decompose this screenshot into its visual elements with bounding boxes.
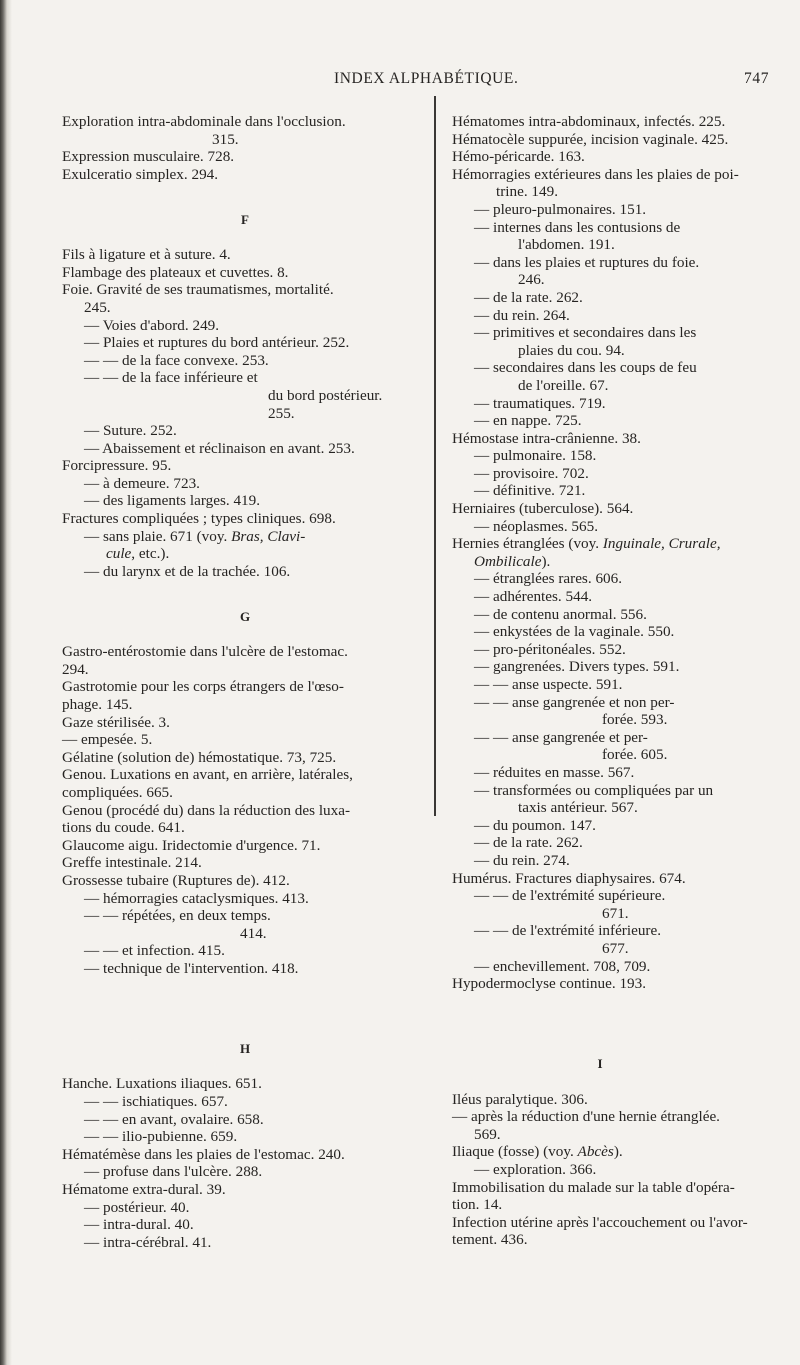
index-entry: — — répétées, en deux temps.: [84, 907, 271, 925]
index-entry: Genou. Luxations en avant, en arrière, latérales,: [62, 766, 353, 784]
index-entry: — pro-péritonéales. 552.: [474, 640, 626, 658]
index-entry: Gaze stérilisée. 3.: [62, 713, 170, 731]
index-entry: — provisoire. 702.: [474, 464, 589, 482]
index-entry: 246.: [518, 271, 545, 289]
index-entry: — exploration. 366.: [474, 1161, 597, 1179]
spacer: [452, 1073, 748, 1091]
index-entry: — à demeure. 723.: [84, 474, 200, 492]
spacer: [62, 1013, 428, 1031]
index-entry: Hématémèse dans les plaies de l'estomac. 240.: [62, 1145, 345, 1163]
index-entry: — — de l'extrémité inférieure.: [474, 922, 662, 940]
index-entry: Flambage des plateaux et cuvettes. 8.: [62, 263, 289, 281]
index-entry: tement. 436.: [452, 1231, 528, 1249]
index-entry: — traumatiques. 719.: [474, 394, 606, 412]
index-entry: — — en avant, ovalaire. 658.: [84, 1110, 264, 1128]
index-entry: Hémostase intra-crânienne. 38.: [452, 429, 641, 447]
index-entry: forée. 593.: [602, 711, 668, 729]
index-entry: — empesée. 5.: [62, 731, 153, 749]
index-entry: — adhérentes. 544.: [474, 588, 593, 606]
section-letter: G: [239, 609, 251, 625]
index-entry: 677.: [602, 939, 629, 957]
index-entry: 255.: [268, 404, 295, 422]
running-header: [0, 70, 800, 92]
spacer: [62, 995, 428, 1013]
index-entry: forée. 605.: [602, 746, 668, 764]
index-entry: 569.: [474, 1125, 501, 1143]
index-entry: Exploration intra-abdominale dans l'occlusion.: [62, 113, 346, 130]
book-spine-edge: [0, 0, 12, 1365]
index-entry: tions du coude. 641.: [62, 819, 185, 837]
spacer: [62, 626, 428, 644]
index-entry: — transformées ou compliquées par un: [474, 781, 714, 799]
index-entry: — — de l'extrémité supérieure.: [474, 887, 666, 905]
index-entry: Hématome extra-dural. 39.: [62, 1181, 226, 1199]
index-entry: — du rein. 274.: [474, 851, 570, 869]
index-entry: — du larynx et de la trachée. 106.: [84, 562, 291, 580]
index-entry: Grossesse tubaire (Ruptures de). 412.: [62, 871, 290, 889]
index-entry: Fils à ligature et à suture. 4.: [62, 246, 231, 264]
index-entry: 294.: [62, 660, 89, 678]
index-entry: — technique de l'intervention. 418.: [84, 959, 299, 977]
index-entry: Expression musculaire. 728.: [62, 148, 235, 166]
index-entry: Glaucome aigu. Iridectomie d'urgence. 71.: [62, 836, 321, 854]
index-entry: Genou (procédé du) dans la réduction des luxa-: [62, 801, 351, 819]
index-entry: Hémorragies extérieures dans les plaies de poi-: [452, 165, 739, 183]
spacer: [62, 1058, 428, 1076]
index-entry: Hanche. Luxations iliaques. 651.: [62, 1075, 262, 1093]
spacer: [452, 1028, 748, 1046]
index-entry: tion. 14.: [452, 1196, 503, 1214]
header-title: INDEX ALPHABÉTIQUE.: [334, 70, 519, 87]
index-column-right: [452, 113, 748, 1249]
index-entry: compliquées. 665.: [62, 783, 173, 801]
index-entry: Gélatine (solution de) hémostatique. 73, 725.: [62, 748, 337, 766]
spacer: [62, 183, 428, 201]
spacer: [62, 978, 428, 996]
index-entry: — réduites en masse. 567.: [474, 763, 635, 781]
section-letter: F: [241, 211, 249, 227]
index-entry: — Suture. 252.: [84, 422, 177, 440]
index-entry: — postérieur. 40.: [84, 1198, 190, 1216]
index-entry: — — anse gangrenée et per-: [474, 728, 648, 746]
index-entry: Hémo-péricarde. 163.: [452, 148, 585, 166]
index-entry: Ombilicale).: [474, 552, 551, 570]
index-entry: — — et infection. 415.: [84, 942, 225, 960]
index-entry: — définitive. 721.: [474, 482, 586, 500]
spacer: [452, 1010, 748, 1028]
index-entry: Humérus. Fractures diaphysaires. 674.: [452, 869, 686, 887]
index-entry: — du poumon. 147.: [474, 816, 596, 834]
index-entry: l'abdomen. 191.: [518, 236, 615, 254]
index-entry: 315.: [212, 130, 239, 148]
section-letter: H: [239, 1041, 251, 1057]
index-entry: Hernies étranglées (voy. Inguinale, Crurale,: [452, 535, 721, 553]
index-entry: Iliaque (fosse) (voy. Abcès).: [452, 1143, 623, 1161]
index-entry: — des ligaments larges. 419.: [84, 492, 261, 510]
index-entry: — étranglées rares. 606.: [474, 570, 623, 588]
index-entry: — dans les plaies et ruptures du foie.: [474, 253, 700, 271]
index-entry: — gangrenées. Divers types. 591.: [474, 658, 680, 676]
spacer: [62, 580, 428, 598]
index-entry: Iléus paralytique. 306.: [452, 1090, 588, 1108]
index-column-left: [62, 113, 428, 1251]
index-entry: — enkystées de la vaginale. 550.: [474, 623, 675, 641]
index-entry: trine. 149.: [496, 183, 559, 201]
index-entry: — internes dans les contusions de: [474, 218, 681, 236]
index-entry: — de la rate. 262.: [474, 834, 583, 852]
index-entry: Hématocèle suppurée, incision vaginale. 425.: [452, 130, 729, 148]
index-entry: — de la rate. 262.: [474, 288, 583, 306]
index-entry: — hémorragies cataclysmiques. 413.: [84, 889, 309, 907]
section-letter: I: [597, 1056, 603, 1072]
index-entry: Hypodermoclyse continue. 193.: [452, 975, 647, 993]
index-entry: du bord postérieur.: [268, 386, 383, 404]
index-entry: phage. 145.: [62, 696, 133, 713]
page-number: 747: [744, 70, 770, 87]
index-entry: 671.: [602, 904, 629, 922]
index-entry: Herniaires (tuberculose). 564.: [452, 500, 634, 518]
index-entry: plaies du cou. 94.: [518, 341, 625, 359]
index-entry: Forcipressure. 95.: [62, 457, 172, 475]
index-entry: — enchevillement. 708, 709.: [474, 957, 651, 975]
spacer: [452, 993, 748, 1011]
index-entry: — primitives et secondaires dans les: [474, 324, 697, 342]
index-entry: — néoplasmes. 565.: [474, 517, 599, 535]
index-entry: — — de la face inférieure et: [84, 369, 258, 387]
index-entry: — profuse dans l'ulcère. 288.: [84, 1163, 263, 1181]
index-entry: Gastrotomie pour les corps étrangers de l'œso-: [62, 678, 344, 696]
index-entry: — Abaissement et réclinaison en avant. 253.: [84, 439, 355, 457]
index-entry: de l'oreille. 67.: [518, 376, 609, 394]
index-entry: — après la réduction d'une hernie étranglée.: [452, 1108, 720, 1126]
index-entry: 245.: [84, 298, 111, 316]
index-entry: — — ilio-pubienne. 659.: [84, 1128, 238, 1146]
index-entry: Hématomes intra-abdominaux, infectés. 225.: [452, 113, 726, 130]
index-entry: — Plaies et ruptures du bord antérieur. 252.: [84, 334, 350, 352]
index-entry: — pulmonaire. 158.: [474, 447, 597, 465]
index-entry: — intra-cérébral. 41.: [84, 1233, 212, 1251]
index-entry: — de contenu anormal. 556.: [474, 605, 647, 623]
index-entry: — Voies d'abord. 249.: [84, 316, 220, 334]
column-divider: [434, 96, 436, 816]
index-entry: — secondaires dans les coups de feu: [474, 359, 697, 377]
index-entry: 414.: [240, 924, 267, 942]
index-entry: Fractures compliquées ; types cliniques. 698.: [62, 510, 336, 528]
index-entry: taxis antérieur. 567.: [518, 799, 638, 817]
index-entry: — intra-dural. 40.: [84, 1216, 194, 1234]
index-entry: Immobilisation du malade sur la table d'opéra-: [452, 1178, 735, 1196]
index-entry: Gastro-entérostomie dans l'ulcère de l'estomac.: [62, 643, 348, 661]
index-entry: — sans plaie. 671 (voy. Bras, Clavi-: [84, 527, 306, 545]
index-entry: Greffe intestinale. 214.: [62, 854, 202, 872]
index-entry: — en nappe. 725.: [474, 412, 582, 430]
index-entry: — — anse gangrenée et non per-: [474, 693, 675, 711]
index-entry: Infection utérine après l'accouchement ou l'avor-: [452, 1213, 748, 1231]
index-entry: Exulceratio simplex. 294.: [62, 165, 219, 183]
spacer: [62, 229, 428, 247]
index-entry: cule, etc.).: [106, 545, 170, 563]
index-entry: — — de la face convexe. 253.: [84, 351, 269, 369]
index-entry: — du rein. 264.: [474, 306, 570, 324]
index-entry: Foie. Gravité de ses traumatismes, mortalité.: [62, 281, 334, 299]
index-entry: — pleuro-pulmonaires. 151.: [474, 200, 647, 218]
index-entry: — — anse uspecte. 591.: [474, 676, 623, 693]
index-entry: — — ischiatiques. 657.: [84, 1093, 228, 1111]
